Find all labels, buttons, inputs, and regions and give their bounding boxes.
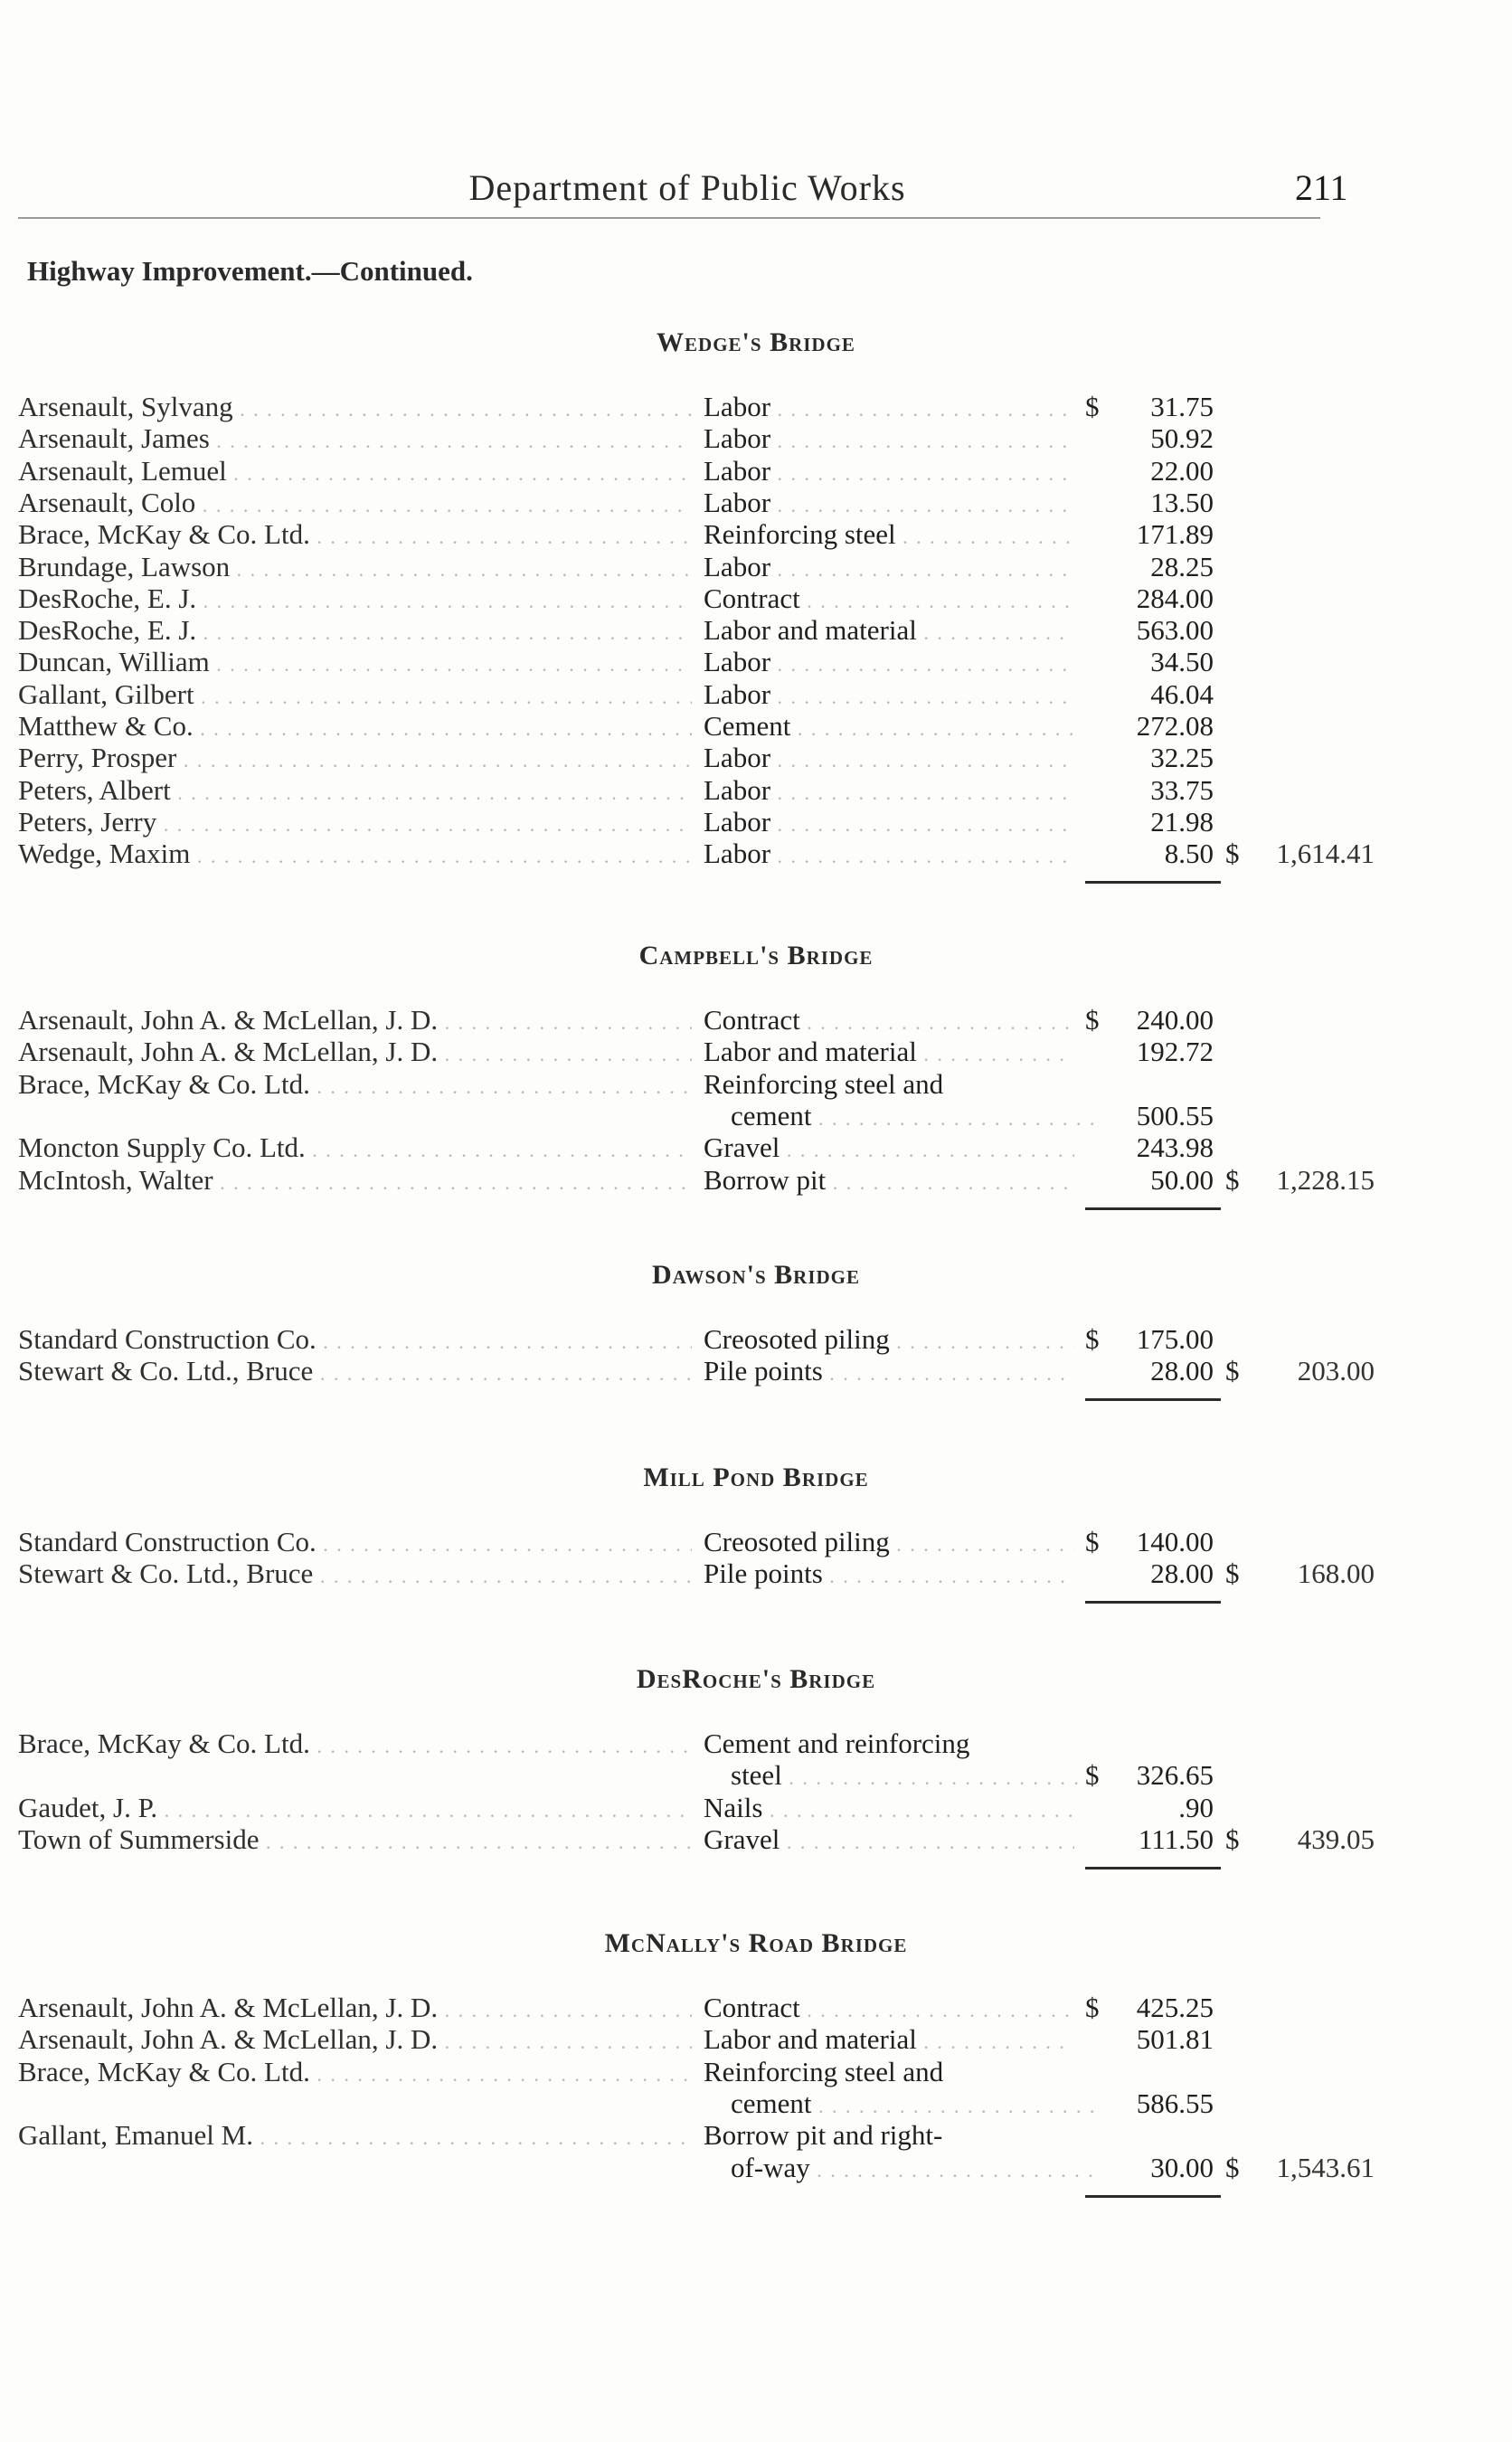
payee-name: Stewart & Co. Ltd., Bruce . . . (18, 1557, 692, 1590)
payee-name: Arsenault, John A. & McLellan, J. D. . . . (18, 1992, 692, 2024)
payee-name: Arsenault, James . . . (18, 422, 692, 455)
item-amount: 33.75 (1150, 773, 1214, 806)
expense-item: Labor . . . (704, 422, 1074, 455)
section-title: McNally's Road Bridge (604, 1928, 908, 1958)
payee-name: Brace, McKay & Co. Ltd. . . . (18, 518, 692, 551)
section-total: 439.05 (1297, 1822, 1375, 1855)
payee-name: Wedge, Maxim . . . (18, 838, 692, 870)
sum-rule (1085, 1601, 1221, 1604)
ledger-row (0, 518, 1512, 550)
ledger-row (0, 582, 1512, 614)
sum-rule (1085, 2195, 1221, 2198)
item-amount: 22.00 (1150, 454, 1214, 487)
item-amount: 32.25 (1150, 742, 1214, 774)
ledger-row (0, 1557, 1512, 1589)
sum-rule (1085, 1867, 1221, 1869)
item-amount: 140.00 (1136, 1526, 1214, 1557)
payee-name: Brace, McKay & Co. Ltd. . . . (18, 1727, 692, 1760)
item-amount: 30.00 (1150, 2151, 1214, 2183)
item-amount: 192.72 (1136, 1036, 1214, 1068)
item-amount: 46.04 (1150, 677, 1214, 710)
item-amount: 8.50 (1164, 838, 1214, 870)
payee-name: DesRoche, E. J. . . . (18, 614, 692, 647)
item-amount: 175.00 (1136, 1323, 1214, 1355)
ledger-row (0, 2023, 1512, 2055)
ledger-row (0, 1992, 1512, 2023)
item-amount: 500.55 (1136, 1099, 1214, 1131)
ledger-row (0, 1004, 1512, 1036)
expense-item: Contract . . . (704, 1992, 1074, 2024)
expense-item: Labor . . . (704, 838, 1074, 870)
section-title: DesRoche's Bridge (636, 1664, 876, 1694)
section-total: 203.00 (1297, 1355, 1375, 1387)
expense-item: Labor . . . (704, 678, 1074, 711)
expense-item: Labor . . . (704, 646, 1074, 678)
ledger-row (0, 1068, 1512, 1100)
expense-item: cement . . . (731, 1100, 1101, 1132)
expense-item: Borrow pit and right- (704, 2119, 943, 2152)
ledger-row (0, 806, 1512, 838)
item-amount: 111.50 (1139, 1822, 1214, 1855)
ledger-row (0, 422, 1512, 454)
sum-rule (1085, 1207, 1221, 1210)
item-amount: 31.75 (1150, 391, 1214, 422)
ledger-row (0, 838, 1512, 869)
payee-name: Arsenault, John A. & McLellan, J. D. . . . (18, 1036, 692, 1068)
ledger-row (0, 487, 1512, 518)
ledger-row (0, 614, 1512, 646)
expense-item: Creosoted piling . . . (704, 1323, 1074, 1356)
payee-name: Brace, McKay & Co. Ltd. . . . (18, 1068, 692, 1101)
sum-rule (1085, 1398, 1221, 1401)
expense-item: Gravel . . . (704, 1823, 1074, 1856)
item-amount: 272.08 (1136, 710, 1214, 742)
expense-item: Labor . . . (704, 391, 1074, 423)
item-amount: 50.92 (1150, 422, 1214, 455)
section-total: 1,228.15 (1276, 1163, 1375, 1196)
expense-item: steel . . . (731, 1759, 1101, 1792)
ledger-row (0, 391, 1512, 422)
expense-item: Gravel . . . (704, 1131, 1074, 1164)
expense-item: Labor . . . (704, 455, 1074, 487)
dollar-sign: $ (1085, 1526, 1100, 1557)
item-amount: 13.50 (1150, 486, 1214, 518)
ledger-row (0, 2119, 1512, 2151)
payee-name: Arsenault, John A. & McLellan, J. D. . . . (18, 1004, 692, 1036)
ledger-row (0, 774, 1512, 806)
expense-item: Labor and material . . . (704, 614, 1074, 647)
expense-item: Reinforcing steel and (704, 2055, 944, 2087)
section-title: Campbell's Bridge (638, 941, 874, 970)
expense-item: cement . . . (731, 2087, 1101, 2120)
ledger-row (0, 2087, 1512, 2119)
section-title: Dawson's Bridge (651, 1260, 861, 1290)
section-total: 1,614.41 (1276, 838, 1375, 870)
expense-item: Labor . . . (704, 742, 1074, 774)
payee-name: Gaudet, J. P. . . . (18, 1792, 692, 1824)
payee-name: Perry, Prosper . . . (18, 742, 692, 774)
ledger-row (0, 1036, 1512, 1067)
expense-item: Reinforcing steel . . . (704, 518, 1074, 551)
expense-item: Labor and material . . . (704, 2023, 1074, 2056)
item-amount: 243.98 (1136, 1131, 1214, 1164)
ledger-row (0, 678, 1512, 710)
page-title: Department of Public Works (468, 167, 906, 208)
ledger-row (0, 1792, 1512, 1823)
item-amount: 240.00 (1136, 1004, 1214, 1036)
dollar-sign: $ (1085, 1992, 1100, 2023)
item-amount: 28.00 (1150, 1557, 1214, 1590)
payee-name: Standard Construction Co. . . . (18, 1526, 692, 1558)
payee-name: Stewart & Co. Ltd., Bruce . . . (18, 1355, 692, 1387)
ledger-row (0, 1164, 1512, 1196)
page-number: 211 (1295, 167, 1348, 208)
payee-name: Brundage, Lawson . . . (18, 551, 692, 583)
ledger-row (0, 1100, 1512, 1131)
payee-name: McIntosh, Walter . . . (18, 1164, 692, 1197)
expense-item: Reinforcing steel and (704, 1067, 944, 1100)
ledger-row (0, 1759, 1512, 1791)
payee-name: Standard Construction Co. . . . (18, 1323, 692, 1356)
item-amount: 21.98 (1150, 805, 1214, 838)
ledger-row (0, 551, 1512, 582)
expense-item: Labor . . . (704, 774, 1074, 807)
expense-item: Creosoted piling . . . (704, 1526, 1074, 1558)
item-amount: 563.00 (1136, 614, 1214, 647)
item-amount: 28.00 (1150, 1355, 1214, 1387)
item-amount: 28.25 (1150, 550, 1214, 582)
ledger-row (0, 1355, 1512, 1387)
dollar-sign: $ (1085, 1323, 1100, 1355)
expense-item: Labor and material . . . (704, 1036, 1074, 1068)
sum-rule (1085, 881, 1221, 884)
payee-name: Moncton Supply Co. Ltd. . . . (18, 1131, 692, 1164)
ledger-row (0, 1131, 1512, 1163)
payee-name: Gallant, Emanuel M. . . . (18, 2119, 692, 2152)
expense-item: Contract . . . (704, 582, 1074, 615)
dollar-sign: $ (1225, 1557, 1240, 1590)
expense-item: Pile points . . . (704, 1355, 1074, 1387)
item-amount: 425.25 (1136, 1992, 1214, 2023)
item-amount: 171.89 (1136, 518, 1214, 551)
expense-item: Pile points . . . (704, 1557, 1074, 1590)
item-amount: 34.50 (1150, 646, 1214, 678)
section-title: Mill Pond Bridge (643, 1462, 869, 1492)
ledger-row (0, 646, 1512, 677)
item-amount: 284.00 (1136, 582, 1214, 614)
payee-name: Arsenault, Lemuel . . . (18, 455, 692, 487)
ledger-row (0, 1823, 1512, 1855)
section-continued-heading: Highway Improvement.—Continued. (27, 255, 473, 287)
expense-item: Labor . . . (704, 487, 1074, 519)
ledger-row (0, 455, 1512, 487)
item-amount: .90 (1178, 1791, 1214, 1823)
dollar-sign: $ (1085, 391, 1100, 422)
expense-item: Nails . . . (704, 1792, 1074, 1824)
payee-name: Peters, Albert . . . (18, 774, 692, 807)
expense-item: Contract . . . (704, 1004, 1074, 1036)
payee-name: Arsenault, John A. & McLellan, J. D. . . . (18, 2023, 692, 2056)
dollar-sign: $ (1225, 2151, 1240, 2183)
payee-name: Duncan, William . . . (18, 646, 692, 678)
ledger-row (0, 742, 1512, 773)
payee-name: Town of Summerside . . . (18, 1823, 692, 1856)
expense-item: Cement . . . (704, 710, 1074, 743)
header-rule (18, 217, 1320, 219)
payee-name: Arsenault, Sylvang . . . (18, 391, 692, 423)
ledger-row (0, 2152, 1512, 2183)
payee-name: Peters, Jerry . . . (18, 806, 692, 838)
payee-name: Arsenault, Colo . . . (18, 487, 692, 519)
dollar-sign: $ (1225, 1355, 1240, 1387)
item-amount: 586.55 (1136, 2087, 1214, 2119)
dollar-sign: $ (1085, 1004, 1100, 1036)
item-amount: 50.00 (1150, 1163, 1214, 1196)
expense-item: Labor . . . (704, 806, 1074, 838)
section-title: Wedge's Bridge (657, 327, 855, 357)
expense-item: Labor . . . (704, 551, 1074, 583)
ledger-row (0, 1526, 1512, 1557)
payee-name: Brace, McKay & Co. Ltd. . . . (18, 2056, 692, 2088)
payee-name: DesRoche, E. J. . . . (18, 582, 692, 615)
ledger-row (0, 2056, 1512, 2087)
expense-item: of-way . . . (731, 2152, 1101, 2184)
expense-item: Borrow pit . . . (704, 1164, 1074, 1197)
dollar-sign: $ (1225, 1822, 1240, 1855)
dollar-sign: $ (1225, 1163, 1240, 1196)
running-head (0, 166, 1512, 221)
section-total: 1,543.61 (1276, 2151, 1375, 2183)
payee-name: Matthew & Co. . . . (18, 710, 692, 743)
dollar-sign: $ (1085, 1759, 1100, 1792)
section-total: 168.00 (1297, 1557, 1375, 1590)
dollar-sign: $ (1225, 838, 1240, 870)
ledger-row (0, 1323, 1512, 1355)
payee-name: Gallant, Gilbert . . . (18, 678, 692, 711)
item-amount: 501.81 (1136, 2023, 1214, 2056)
ledger-row (0, 710, 1512, 742)
ledger-row (0, 1727, 1512, 1759)
expense-item: Cement and reinforcing (704, 1727, 970, 1759)
item-amount: 326.65 (1136, 1759, 1214, 1792)
